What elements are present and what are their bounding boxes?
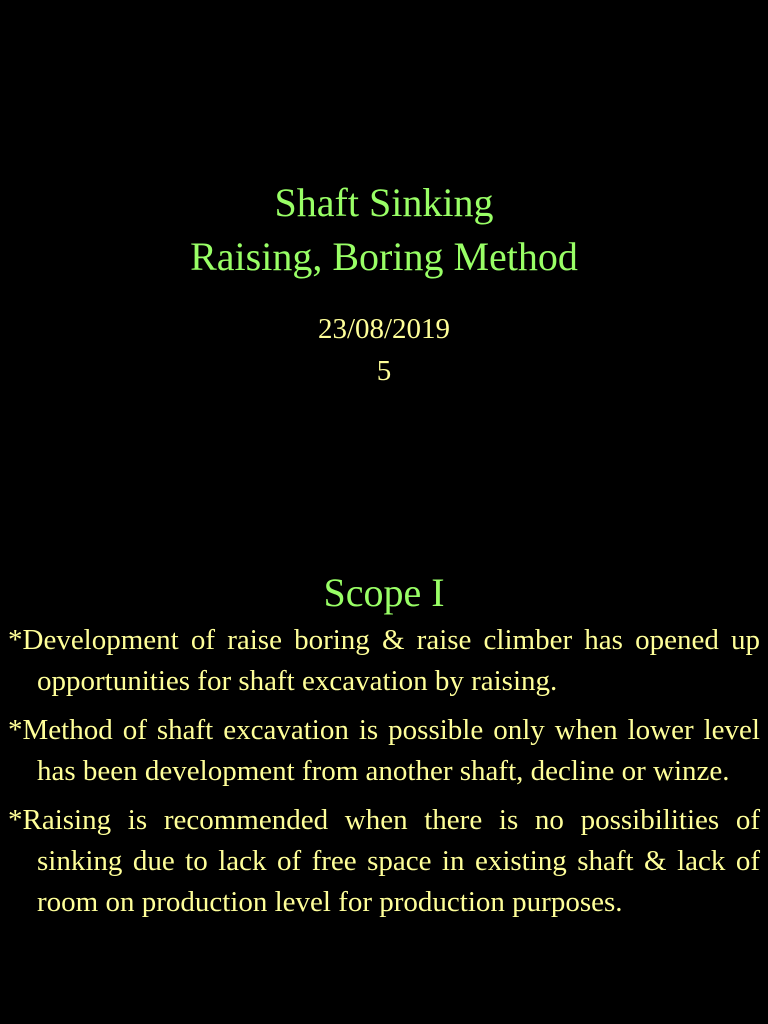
- bullet-marker: *: [8, 714, 23, 746]
- bullet-text: Development of raise boring & raise climber has opened up opportunities for shaft excavation by raising.: [22, 624, 760, 697]
- bullet-text: Raising is recommended when there is no possibilities of sinking due to lack of free space in existing shaft & lack of room on production level for production purposes.: [22, 804, 760, 918]
- bullet-item: [8, 710, 760, 792]
- title-line-1: Shaft Sinking: [274, 180, 494, 225]
- slide-heading: Scope I: [323, 570, 445, 615]
- bullet-text: Method of shaft excavation is possible only when lower level has been development from another shaft, decline or winze.: [22, 714, 760, 787]
- title-line-2: Raising, Boring Method: [190, 234, 578, 279]
- bullet-marker: *: [8, 624, 23, 656]
- slide-number: 5: [376, 355, 392, 387]
- bullet-item: [8, 620, 760, 702]
- date-label: 23/08/2019: [317, 313, 451, 345]
- bullet-item: [8, 800, 760, 923]
- bullet-marker: *: [8, 804, 23, 836]
- slide-subtitle: [0, 308, 768, 392]
- bullet-list: [8, 620, 760, 931]
- slide-title: [0, 176, 768, 284]
